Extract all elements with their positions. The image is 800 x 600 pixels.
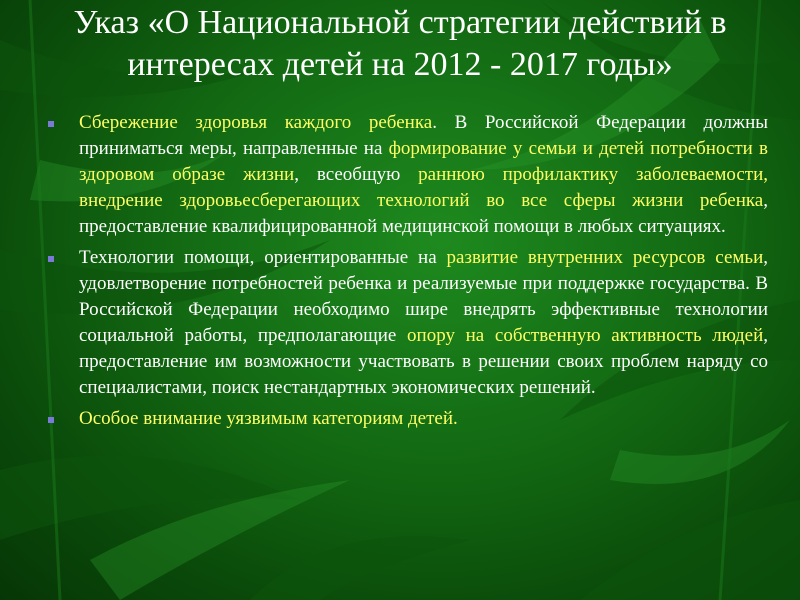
text-segment: Сбережение здоровья каждого ребенка <box>79 112 433 133</box>
bullet-list <box>48 110 768 437</box>
text-segment: Особое внимание уязвимым категориям детей. <box>79 408 458 429</box>
text-segment: Технологии помощи, ориентированные на <box>79 247 447 268</box>
text-segment: , удовлетворение потребностей ребенка и реализуемые при поддержке государства. В Российской Федерации необходимо шире внедрять эффективные технологии социальной работы, предполагающие <box>79 247 768 346</box>
slide-title-line-1: Указ «О Национальной стратегии действий в <box>73 4 727 41</box>
text-segment: развитие внутренних ресурсов семьи <box>446 247 764 268</box>
text-segment: раннюю профилактику заболеваемости, внедрение здоровьесберегающих технологий во все сферы жизни ребенка <box>79 164 769 211</box>
text-segment: формирование у семьи и детей потребности в здоровом образе жизни <box>79 138 768 185</box>
text-segment: , всеобщую <box>294 164 419 185</box>
bullet-item-health <box>48 110 768 240</box>
slide-title-line-2: интересах детей на 2012 - 2017 годы» <box>127 46 673 83</box>
text-segment: , предоставление им возможности участвовать в решении своих проблем наряду со специалистами, поиск нестандартных экономических решений. <box>79 325 768 398</box>
square-bullet-icon <box>48 417 54 423</box>
text-segment: . В Российской Федерации должны приниматься меры, направленные на <box>79 112 768 159</box>
text-segment: , предоставление квалифицированной медицинской помощи в любых ситуациях. <box>79 190 768 237</box>
slide-title <box>20 2 780 86</box>
square-bullet-icon <box>48 256 54 262</box>
text-segment: опору на собственную активность людей <box>407 325 764 346</box>
square-bullet-icon <box>48 121 54 127</box>
bullet-item-technologies <box>48 245 768 401</box>
bullet-item-vulnerable <box>48 406 768 432</box>
